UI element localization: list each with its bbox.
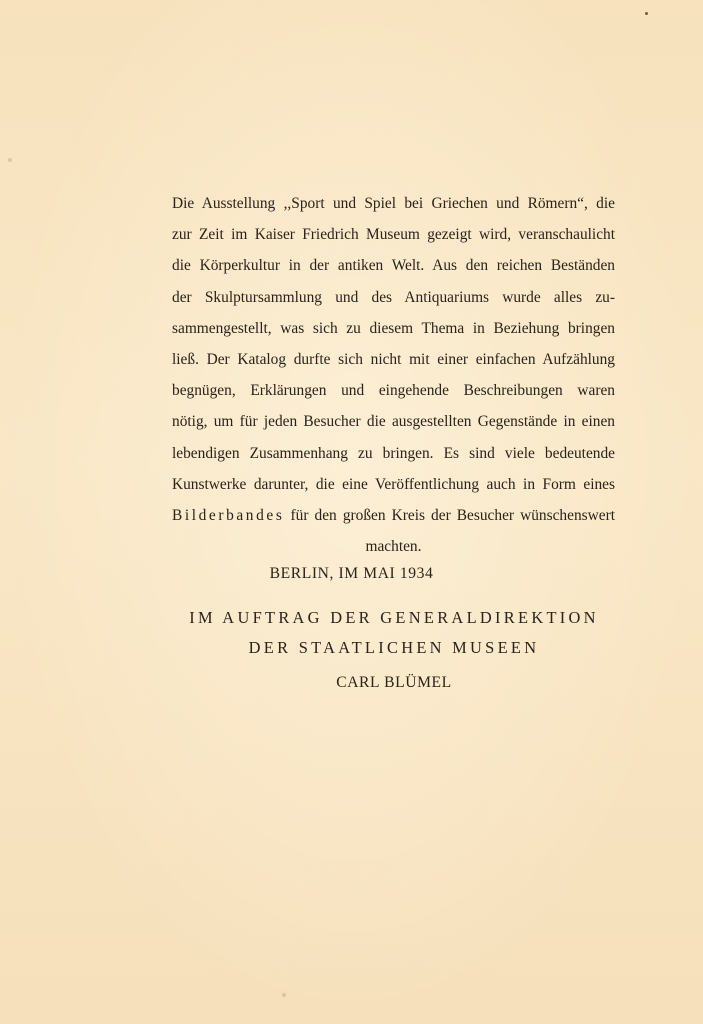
foreword-text xyxy=(172,188,615,562)
paper-spot xyxy=(282,993,286,997)
foreword-line: lebendigen Zusammenhang zu bringen. Es sind viele bedeutende xyxy=(172,444,615,462)
author-signature: CARL BLÜMEL xyxy=(336,674,452,691)
paper-spot xyxy=(8,158,12,162)
foreword-line: der Skulptursammlung und des Antiquariums wurde alles zu- xyxy=(172,288,615,306)
foreword-line: zur Zeit im Kaiser Friedrich Museum gezeigt wird, veranschaulicht xyxy=(172,226,615,244)
foreword-line: begnügen, Erklärungen und eingehende Beschreibungen waren xyxy=(172,382,615,400)
paper-speck xyxy=(645,12,648,15)
commission-heading-line-1: IM AUFTRAG DER GENERALDIREKTION xyxy=(189,608,599,627)
foreword-line: sammengestellt, was sich zu diesem Thema in Beziehung bringen xyxy=(172,319,615,337)
spaced-word: Bilderbandes xyxy=(172,506,285,524)
foreword-last-line: machten. xyxy=(365,538,422,556)
foreword-line-rest: für den großen Kreis der Besucher wünschenswert xyxy=(284,506,615,524)
foreword-line: Kunstwerke darunter, die eine Veröffentlichung auch in Form eines xyxy=(172,475,615,493)
foreword-line: Die Ausstellung ,,Sport und Spiel bei Griechen und Römern“, die xyxy=(172,195,615,212)
commission-heading-line-2: DER STAATLICHEN MUSEEN xyxy=(248,638,540,657)
place-date: BERLIN, IM MAI 1934 xyxy=(269,565,434,582)
foreword-line: die Körperkultur in der antiken Welt. Aus den reichen Beständen xyxy=(172,257,615,275)
foreword-line xyxy=(172,500,615,531)
foreword-line: ließ. Der Katalog durfte sich nicht mit einer einfachen Aufzählung xyxy=(172,350,615,368)
foreword-line: nötig, um für jeden Besucher die ausgestellten Gegenstände in einen xyxy=(172,413,615,431)
